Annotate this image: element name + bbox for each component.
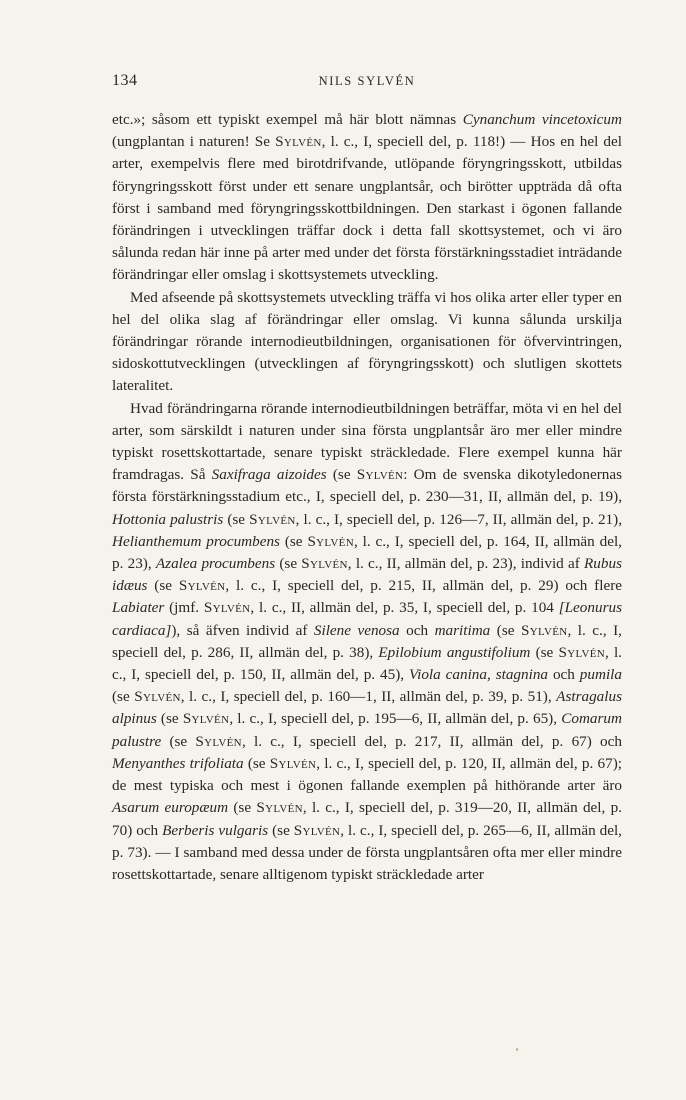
species-name: Silene venosa bbox=[313, 621, 400, 639]
text-run: , l. c., I, speciell del, p. 319—20, II, allmän del, p. 70) och bbox=[112, 799, 622, 839]
text-run: , l. c., I, speciell del, p. 118!) — Hos en hel del arter, exempelvis flere med birotdrifvande, utlöpande föryngringsskott, utbildas föryngringsskott först under ett senare ungplantsår, och birötter uppträda då ofta först i samband med föryngringsskottbildningen. Den starkast i ögonen fallande förändringen i utvecklingen träffar dock i detta fall skottsystemet, och vi äro sålunda redan här inne på arter med under det första förstärkningsstadiet inträdande förändringar eller omslag i skottsystemets utveckling. bbox=[112, 133, 622, 284]
species-name: maritima bbox=[434, 621, 491, 639]
text-run: , l. c., I, speciell del, p. 164, II, allmän del, p. 23), bbox=[112, 532, 622, 573]
species-name: Viola canina, stagnina bbox=[408, 666, 549, 684]
author-name: Sylvén bbox=[134, 688, 181, 706]
text-run: och bbox=[399, 621, 435, 639]
text-run: (se bbox=[243, 754, 270, 772]
species-name: Labiater bbox=[112, 599, 165, 617]
species-name: [Leonurus cardiaca] bbox=[112, 599, 622, 639]
paragraph bbox=[112, 398, 622, 886]
species-name: Rubus idæus bbox=[112, 555, 622, 595]
page-header bbox=[112, 72, 622, 94]
species-name: Cynanchum vincetoxicum bbox=[462, 111, 622, 128]
paragraph bbox=[112, 287, 622, 398]
text-run: (se bbox=[228, 799, 257, 817]
text-run: och bbox=[548, 666, 580, 684]
text-run: , l. c., II, allmän del, p. 23), individ af bbox=[347, 555, 585, 573]
species-name: Comarum palustre bbox=[112, 710, 622, 750]
text-run: Med afseende på skottsystemets utveckling träffa vi hos olika arter eller typer en hel del olika slag af förändringar eller omslag. Vi kunna sålunda urskilja förändringar rörande internodieutbildningen, organisationen för öfvervintringen, sidoskottutvecklingen (utvecklingen af föryngringsskott) och slutligen skottets lateralitet. bbox=[112, 288, 622, 395]
species-name: Asarum europæum bbox=[112, 799, 229, 817]
text-run: , l. c., II, allmän del, p. 35, I, speciell del, p. 104 bbox=[250, 599, 559, 617]
species-name: Menyanthes trifoliata bbox=[112, 754, 244, 772]
text-run: , l. c., I, speciell del, p. 160—1, II, allmän del, p. 39, p. 51), bbox=[180, 688, 557, 706]
text-run: (se bbox=[161, 732, 196, 750]
species-name: Astragalus alpinus bbox=[112, 688, 622, 728]
text-run: (se bbox=[279, 532, 308, 550]
species-name: Berberis vulgaris bbox=[162, 821, 269, 839]
text-run: , l. c., I, speciell del, p. 286, II, allmän del, p. 38), bbox=[112, 621, 622, 661]
text-run: (se bbox=[275, 555, 302, 573]
text-run: (se bbox=[223, 510, 250, 528]
author-name: Sylvén bbox=[249, 510, 296, 528]
text-run: (ungplantan i naturen! Se bbox=[112, 133, 276, 151]
text-run: , l. c., I, speciell del, p. 195—6, II, allmän del, p. 65), bbox=[229, 710, 562, 728]
author-name: Sylvén bbox=[195, 732, 242, 750]
text-run: etc.»; såsom ett typiskt exempel må här blott nämnas bbox=[112, 111, 463, 128]
author-name: Sylvén bbox=[203, 599, 251, 617]
species-name: Saxifraga aizoides bbox=[211, 466, 327, 484]
species-name: Azalea procumbens bbox=[155, 555, 276, 573]
text-run: , l. c., I, speciell del, p. 217, II, allmän del, p. 67) och bbox=[241, 732, 622, 750]
text-run: , l. c., I, speciell del, p. 120, II, allmän del, p. 67); de mest typiska och mest i ögonen fallande exemplen på hithörande arter äro bbox=[112, 754, 622, 795]
text-run: (jmf. bbox=[164, 599, 204, 617]
species-name: Helianthemum procumbens bbox=[112, 532, 280, 550]
author-name: Sylvén bbox=[182, 710, 230, 728]
author-name: Sylvén bbox=[301, 555, 348, 573]
author-name: Sylvén bbox=[178, 577, 226, 595]
text-run: (se bbox=[530, 643, 559, 661]
text-run: (se bbox=[147, 577, 179, 595]
text-run: , l. c., I, speciell del, p. 150, II, allmän del, p. 45), bbox=[112, 643, 622, 684]
species-name: pumila bbox=[579, 666, 622, 684]
species-name: Epilobium angustifolium bbox=[378, 643, 531, 661]
author-name: Sylvén bbox=[356, 466, 404, 484]
text-run: ), så äfven individ af bbox=[171, 621, 314, 639]
text-run: , l. c., I, speciell del, p. 265—6, II, allmän del, p. 73). — I samband med dessa under de första ungplantsåren ofta mer eller mindre rosettskottartade, senare alltigenom typiskt sträckledade arter bbox=[112, 821, 622, 883]
author-name: Sylvén bbox=[256, 799, 303, 817]
paragraph bbox=[112, 109, 622, 287]
text-run: (se bbox=[268, 821, 294, 839]
running-head: NILS SYLVÉN bbox=[318, 74, 416, 88]
author-name: Sylvén bbox=[293, 821, 341, 839]
author-name: Sylvén bbox=[275, 133, 322, 151]
author-name: Sylvén bbox=[520, 621, 568, 639]
text-run: (se bbox=[112, 688, 135, 706]
print-speck bbox=[516, 1048, 518, 1051]
text-run: , l. c., I, speciell del, p. 215, II, allmän del, p. 29) och flere bbox=[225, 577, 622, 595]
text-run: (se bbox=[490, 621, 521, 639]
text-run: (se bbox=[156, 710, 183, 728]
author-name: Sylvén bbox=[307, 532, 354, 550]
text-run: , l. c., I, speciell del, p. 126—7, II, allmän del, p. 21), bbox=[295, 510, 622, 528]
body-text bbox=[112, 109, 622, 886]
author-name: Sylvén bbox=[269, 754, 317, 772]
text-run: Hvad förändringarna rörande internodieutbildningen beträffar, möta vi en hel del arter, som särskildt i naturen under sina första ungplantsår äro mer eller mindre typiskt rosettskottartade, senare typiskt sträckledade. Flere exempel kunna här framdragas. Så bbox=[112, 399, 622, 484]
author-name: Sylvén bbox=[558, 643, 605, 661]
text-run: (se bbox=[326, 466, 357, 484]
species-name: Hottonia palustris bbox=[112, 510, 224, 528]
page-number: 134 bbox=[112, 72, 138, 89]
text-run: : Om de svenska dikotyledonernas första förstärkningsstadium etc., I, speciell del, p. 230—31, II, allmän del, p. 19), bbox=[112, 466, 623, 506]
